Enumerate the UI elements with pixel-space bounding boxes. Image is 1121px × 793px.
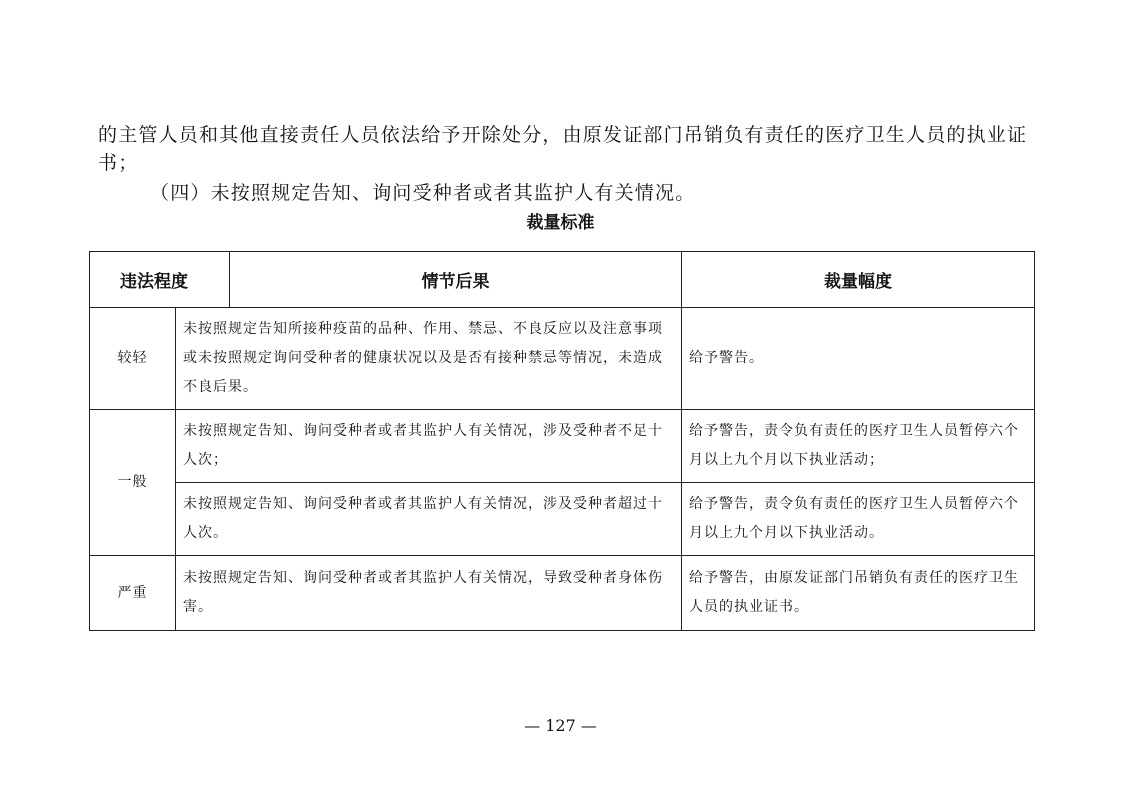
circumstance-cell: 未按照规定告知、询问受种者或者其监护人有关情况，涉及受种者超过十人次。 xyxy=(176,483,682,556)
table-row xyxy=(90,483,1035,556)
penalty-cell: 给予警告，责令负有责任的医疗卫生人员暂停六个月以上九个月以下执业活动； xyxy=(682,410,1035,483)
penalty-cell: 给予警告，责令负有责任的医疗卫生人员暂停六个月以上九个月以下执业活动。 xyxy=(682,483,1035,556)
table-header-row xyxy=(90,252,1035,308)
table-row xyxy=(90,410,1035,483)
header-circumstance: 情节后果 xyxy=(230,252,682,308)
circumstance-cell: 未按照规定告知、询问受种者或者其监护人有关情况，导致受种者身体伤害。 xyxy=(176,556,682,631)
table-row xyxy=(90,556,1035,631)
page-number: — 127 — xyxy=(524,716,597,735)
penalty-cell: 给予警告，由原发证部门吊销负有责任的医疗卫生人员的执业证书。 xyxy=(682,556,1035,631)
level-cell: 一般 xyxy=(90,410,176,556)
body-paragraph-continued: 的主管人员和其他直接责任人员依法给予开除处分，由原发证部门吊销负有责任的医疗卫生人员的执业证书； xyxy=(98,124,1028,174)
header-level: 违法程度 xyxy=(90,252,230,308)
circumstance-cell: 未按照规定告知所接种疫苗的品种、作用、禁忌、不良反应以及注意事项或未按照规定询问受种者的健康状况以及是否有接种禁忌等情况，未造成不良后果。 xyxy=(176,308,682,410)
body-paragraph-item-four: （四）未按照规定告知、询问受种者或者其监护人有关情况。 xyxy=(150,182,696,204)
discretion-standard-table xyxy=(89,251,1035,631)
circumstance-cell: 未按照规定告知、询问受种者或者其监护人有关情况，涉及受种者不足十人次； xyxy=(176,410,682,483)
penalty-cell: 给予警告。 xyxy=(682,308,1035,410)
level-cell: 较轻 xyxy=(90,308,176,410)
table-row xyxy=(90,308,1035,410)
level-cell: 严重 xyxy=(90,556,176,631)
table-title: 裁量标准 xyxy=(526,213,595,233)
header-penalty: 裁量幅度 xyxy=(682,252,1035,308)
